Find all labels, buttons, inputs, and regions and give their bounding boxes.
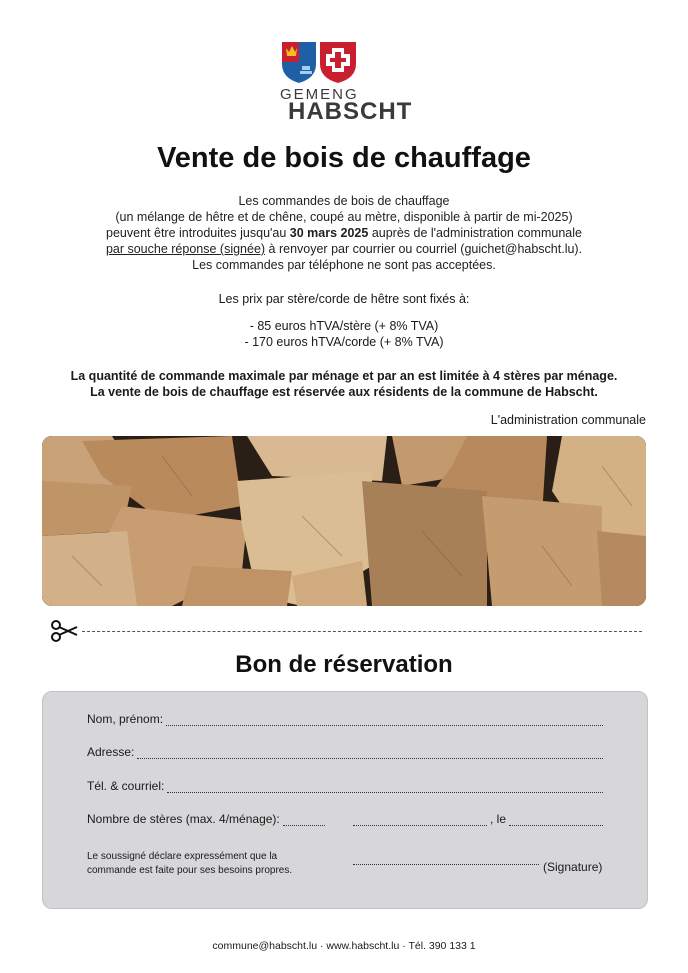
reservation-form bbox=[42, 691, 648, 909]
declaration-line-2: commande est faite pour ses besoins propres. bbox=[87, 865, 293, 876]
name-row bbox=[87, 712, 603, 726]
commune-logo bbox=[280, 40, 413, 126]
declaration-line-1: Le soussigné déclare expressément que la bbox=[87, 851, 278, 862]
notice-text bbox=[60, 368, 628, 400]
address-label: Adresse: bbox=[87, 745, 135, 759]
signature-label: (Signature) bbox=[543, 860, 603, 874]
date-label: , le bbox=[490, 812, 507, 826]
intro-line-5: Les commandes par téléphone ne sont pas acceptées. bbox=[192, 258, 496, 272]
coat-of-arms-icon bbox=[280, 40, 360, 84]
page-title: Vente de bois de chauffage bbox=[157, 142, 531, 174]
contact-row bbox=[87, 779, 603, 793]
cut-line bbox=[82, 631, 642, 632]
name-field[interactable] bbox=[166, 714, 603, 726]
date-field[interactable] bbox=[509, 814, 603, 826]
intro-line-4-post: à renvoyer par courrier ou courriel (guichet@habscht.lu). bbox=[265, 242, 583, 256]
contact-field[interactable] bbox=[167, 781, 603, 793]
contact-label: Tél. & courriel: bbox=[87, 779, 165, 793]
signature-field[interactable] bbox=[353, 864, 539, 865]
price-item-corde: - 170 euros hTVA/corde (+ 8% TVA) bbox=[244, 335, 444, 349]
intro-line-3 bbox=[90, 225, 598, 241]
place-field[interactable] bbox=[353, 814, 487, 826]
intro-text bbox=[90, 193, 598, 273]
declaration-text bbox=[87, 850, 292, 878]
intro-line-2: (un mélange de hêtre et de chêne, coupé au mètre, disponible à partir de mi-2025) bbox=[115, 210, 573, 224]
name-label: Nom, prénom: bbox=[87, 712, 164, 726]
deadline-date: 30 mars 2025 bbox=[289, 226, 369, 240]
address-field[interactable] bbox=[137, 747, 603, 759]
reply-slip-note: par souche réponse (signée) bbox=[105, 242, 266, 256]
footer-contact: commune@habscht.lu · www.habscht.lu · Tél. 390 133 1 bbox=[212, 940, 476, 952]
price-item-stere: - 85 euros hTVA/stère (+ 8% TVA) bbox=[249, 319, 439, 333]
intro-line-3-post: auprès de l'administration communale bbox=[368, 226, 582, 240]
steres-label: Nombre de stères (max. 4/ménage): bbox=[87, 812, 280, 826]
intro-line-3-pre: peuvent être introduites jusqu'au bbox=[106, 226, 290, 240]
logo-line-1: GEMENG bbox=[280, 86, 359, 103]
reservation-title: Bon de réservation bbox=[235, 651, 453, 678]
signoff: L'administration communale bbox=[490, 413, 646, 427]
scissors-icon bbox=[50, 620, 78, 642]
firewood-photo bbox=[42, 436, 646, 606]
address-row bbox=[87, 745, 603, 759]
intro-line-1: Les commandes de bois de chauffage bbox=[238, 194, 450, 208]
date-row bbox=[353, 812, 603, 826]
notice-line-1: La quantité de commande maximale par ménage et par an est limitée à 4 stères par ménage. bbox=[70, 369, 618, 383]
logo-line-2: HABSCHT bbox=[288, 98, 413, 125]
price-list bbox=[0, 318, 688, 350]
steres-field[interactable] bbox=[283, 814, 325, 826]
prices-heading: Les prix par stère/corde de hêtre sont fixés à: bbox=[218, 292, 470, 306]
notice-line-2: La vente de bois de chauffage est réservée aux résidents de la commune de Habscht. bbox=[90, 385, 598, 399]
steres-row bbox=[87, 812, 327, 826]
intro-line-4 bbox=[90, 241, 598, 257]
